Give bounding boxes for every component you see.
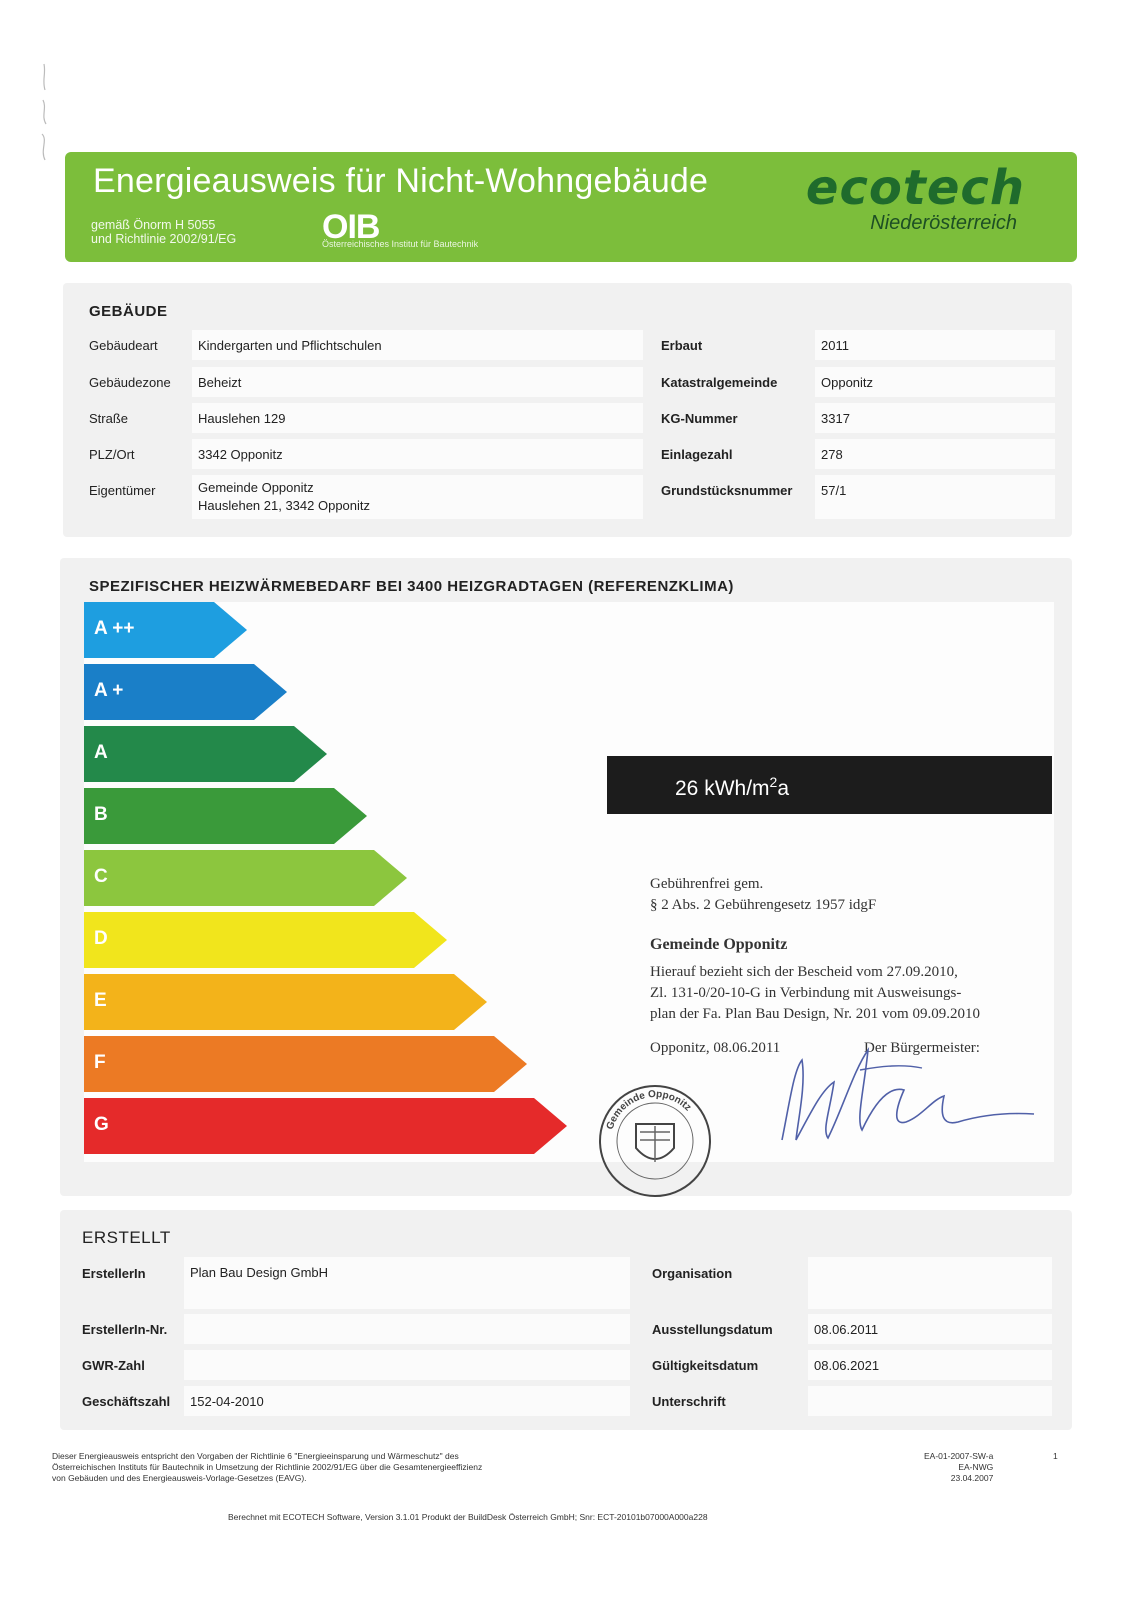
label-organisation: Organisation xyxy=(652,1266,733,1281)
class-bar-a-plus xyxy=(84,664,294,720)
header-banner xyxy=(65,152,1077,262)
stamp-signer: Der Bürgermeister: xyxy=(864,1040,980,1056)
value-owner xyxy=(192,475,643,519)
label-building-type: Gebäudeart xyxy=(89,338,158,353)
document-title: Energieausweis für Nicht-Wohngebäude xyxy=(93,162,709,200)
value-postcode-city: 3342 Opponitz xyxy=(192,439,643,469)
value-issuer: Plan Bau Design GmbH xyxy=(184,1257,630,1309)
stamp-organization: Gemeinde Opponitz xyxy=(650,936,788,953)
ecotech-logo: ecotech xyxy=(805,160,1025,216)
class-label-b: B xyxy=(94,804,108,825)
class-bar-c xyxy=(84,850,414,906)
class-bar-d xyxy=(84,912,454,968)
label-issue-date: Ausstellungsdatum xyxy=(652,1322,773,1337)
value-file-number: 152-04-2010 xyxy=(184,1386,630,1416)
label-file-number: Geschäftszahl xyxy=(82,1394,171,1409)
norm-reference xyxy=(91,218,236,246)
issuer-section-title: ERSTELLT xyxy=(82,1228,171,1247)
label-cadastral-community: Katastralgemeinde xyxy=(661,375,778,390)
class-label-e: E xyxy=(94,990,107,1011)
value-issue-date: 08.06.2011 xyxy=(808,1314,1052,1344)
form-code-line-1: EA-01-2007-SW-a xyxy=(924,1451,994,1461)
class-label-a-plus-plus: A ++ xyxy=(94,618,135,639)
label-built-year: Erbaut xyxy=(661,338,703,353)
class-bar-f xyxy=(84,1036,534,1092)
value-issuer-number xyxy=(184,1314,630,1344)
software-note: Berechnet mit ECOTECH Software, Version 3.1.01 Produkt der BuildDesk Österreich GmbH; Snr: ECT-20101b07000A000a228 xyxy=(228,1512,708,1522)
building-section-title: GEBÄUDE xyxy=(89,303,168,320)
label-owner: Eigentümer xyxy=(89,483,156,498)
oib-logo xyxy=(322,208,522,258)
legal-notice-line-3: von Gebäuden und des Energieausweis-Vorlage-Gesetzes (EAVG). xyxy=(52,1473,307,1483)
mayor-signature xyxy=(772,1030,1052,1160)
heating-demand-title: SPEZIFISCHER HEIZWÄRMEBEDARF BEI 3400 HEIZGRADTAGEN (REFERENZKLIMA) xyxy=(89,578,734,595)
class-label-g: G xyxy=(94,1114,109,1135)
class-bar-g xyxy=(84,1098,574,1154)
legal-notice xyxy=(52,1451,482,1484)
value-signature xyxy=(808,1386,1052,1416)
class-bar-e xyxy=(84,974,494,1030)
form-code xyxy=(924,1451,993,1484)
form-code-line-2: EA-NWG xyxy=(958,1462,994,1472)
value-valid-until: 08.06.2021 xyxy=(808,1350,1052,1380)
stamp-reference-2: Zl. 131-0/20-10-G in Verbindung mit Ausweisungs- xyxy=(650,985,962,1001)
label-gwr-number: GWR-Zahl xyxy=(82,1358,145,1373)
oib-logo-subtitle: Österreichisches Institut für Bautechnik xyxy=(322,239,479,249)
owner-name: Gemeinde Opponitz xyxy=(198,480,314,495)
page-number: 1 xyxy=(1053,1451,1058,1461)
issuer-panel xyxy=(60,1210,1072,1430)
label-issuer-number: ErstellerIn-Nr. xyxy=(82,1322,168,1337)
form-code-line-3: 23.04.2007 xyxy=(950,1473,994,1483)
value-organisation xyxy=(808,1257,1052,1309)
class-label-f: F xyxy=(94,1052,106,1073)
building-panel xyxy=(63,283,1072,537)
label-street: Straße xyxy=(89,411,129,426)
norm-line-1: gemäß Önorm H 5055 xyxy=(91,218,216,232)
owner-address: Hauslehen 21, 3342 Opponitz xyxy=(198,498,371,513)
class-bar-b xyxy=(84,788,374,844)
value-street: Hauslehen 129 xyxy=(192,403,643,433)
value-building-zone: Beheizt xyxy=(192,367,643,397)
label-building-zone: Gebäudezone xyxy=(89,375,171,390)
oib-logo-text: OIB xyxy=(322,208,380,246)
class-label-c: C xyxy=(94,866,108,887)
label-postcode-city: PLZ/Ort xyxy=(89,447,135,462)
value-building-type: Kindergarten und Pflichtschulen xyxy=(192,330,643,360)
ecotech-region: Niederösterreich xyxy=(870,212,1017,234)
label-deposit-number: Einlagezahl xyxy=(661,447,733,462)
value-plot-number: 57/1 xyxy=(815,475,1055,519)
label-signature: Unterschrift xyxy=(652,1394,726,1409)
value-cadastral-community: Opponitz xyxy=(815,367,1055,397)
heating-demand-value-box xyxy=(607,756,1052,814)
stamp-fee-note-2: § 2 Abs. 2 Gebührengesetz 1957 idgF xyxy=(650,897,877,913)
stamp-place-date: Opponitz, 08.06.2011 xyxy=(650,1040,781,1056)
class-bar-a xyxy=(84,726,334,782)
label-kg-number: KG-Nummer xyxy=(661,411,738,426)
norm-line-2: und Richtlinie 2002/91/EG xyxy=(91,232,237,246)
value-kg-number: 3317 xyxy=(815,403,1055,433)
label-issuer: ErstellerIn xyxy=(82,1266,146,1281)
class-label-a-plus: A + xyxy=(94,680,124,701)
class-label-d: D xyxy=(94,928,108,949)
class-label-a: A xyxy=(94,742,108,763)
value-gwr-number xyxy=(184,1350,630,1380)
stamp-reference-3: plan der Fa. Plan Bau Design, Nr. 201 vom 09.09.2010 xyxy=(650,1006,980,1022)
svg-text:Gemeinde Opponitz: Gemeinde Opponitz xyxy=(604,1088,694,1132)
stamp-fee-note-1: Gebührenfrei gem. xyxy=(650,876,764,892)
label-plot-number: Grundstücksnummer xyxy=(661,483,793,498)
margin-scribble xyxy=(30,60,60,170)
label-valid-until: Gültigkeitsdatum xyxy=(652,1358,759,1373)
heating-demand-value: 26 kWh/$m^2a$ xyxy=(675,774,790,800)
class-bar-a-plus-plus xyxy=(84,602,254,658)
value-deposit-number: 278 xyxy=(815,439,1055,469)
legal-notice-line-2: Österreichischen Instituts für Bautechnik in Umsetzung der Richtlinie 2002/91/EG über die Gesamtenergieeffizienz xyxy=(52,1462,483,1472)
official-seal xyxy=(596,1082,714,1200)
stamp-reference-1: Hierauf bezieht sich der Bescheid vom 27.09.2010, xyxy=(650,964,958,980)
efficiency-scale xyxy=(84,602,684,1172)
value-built-year: 2011 xyxy=(815,330,1055,360)
legal-notice-line-1: Dieser Energieausweis entspricht den Vorgaben der Richtlinie 6 "Energieeinsparung und Wärmeschutz" des xyxy=(52,1451,459,1461)
